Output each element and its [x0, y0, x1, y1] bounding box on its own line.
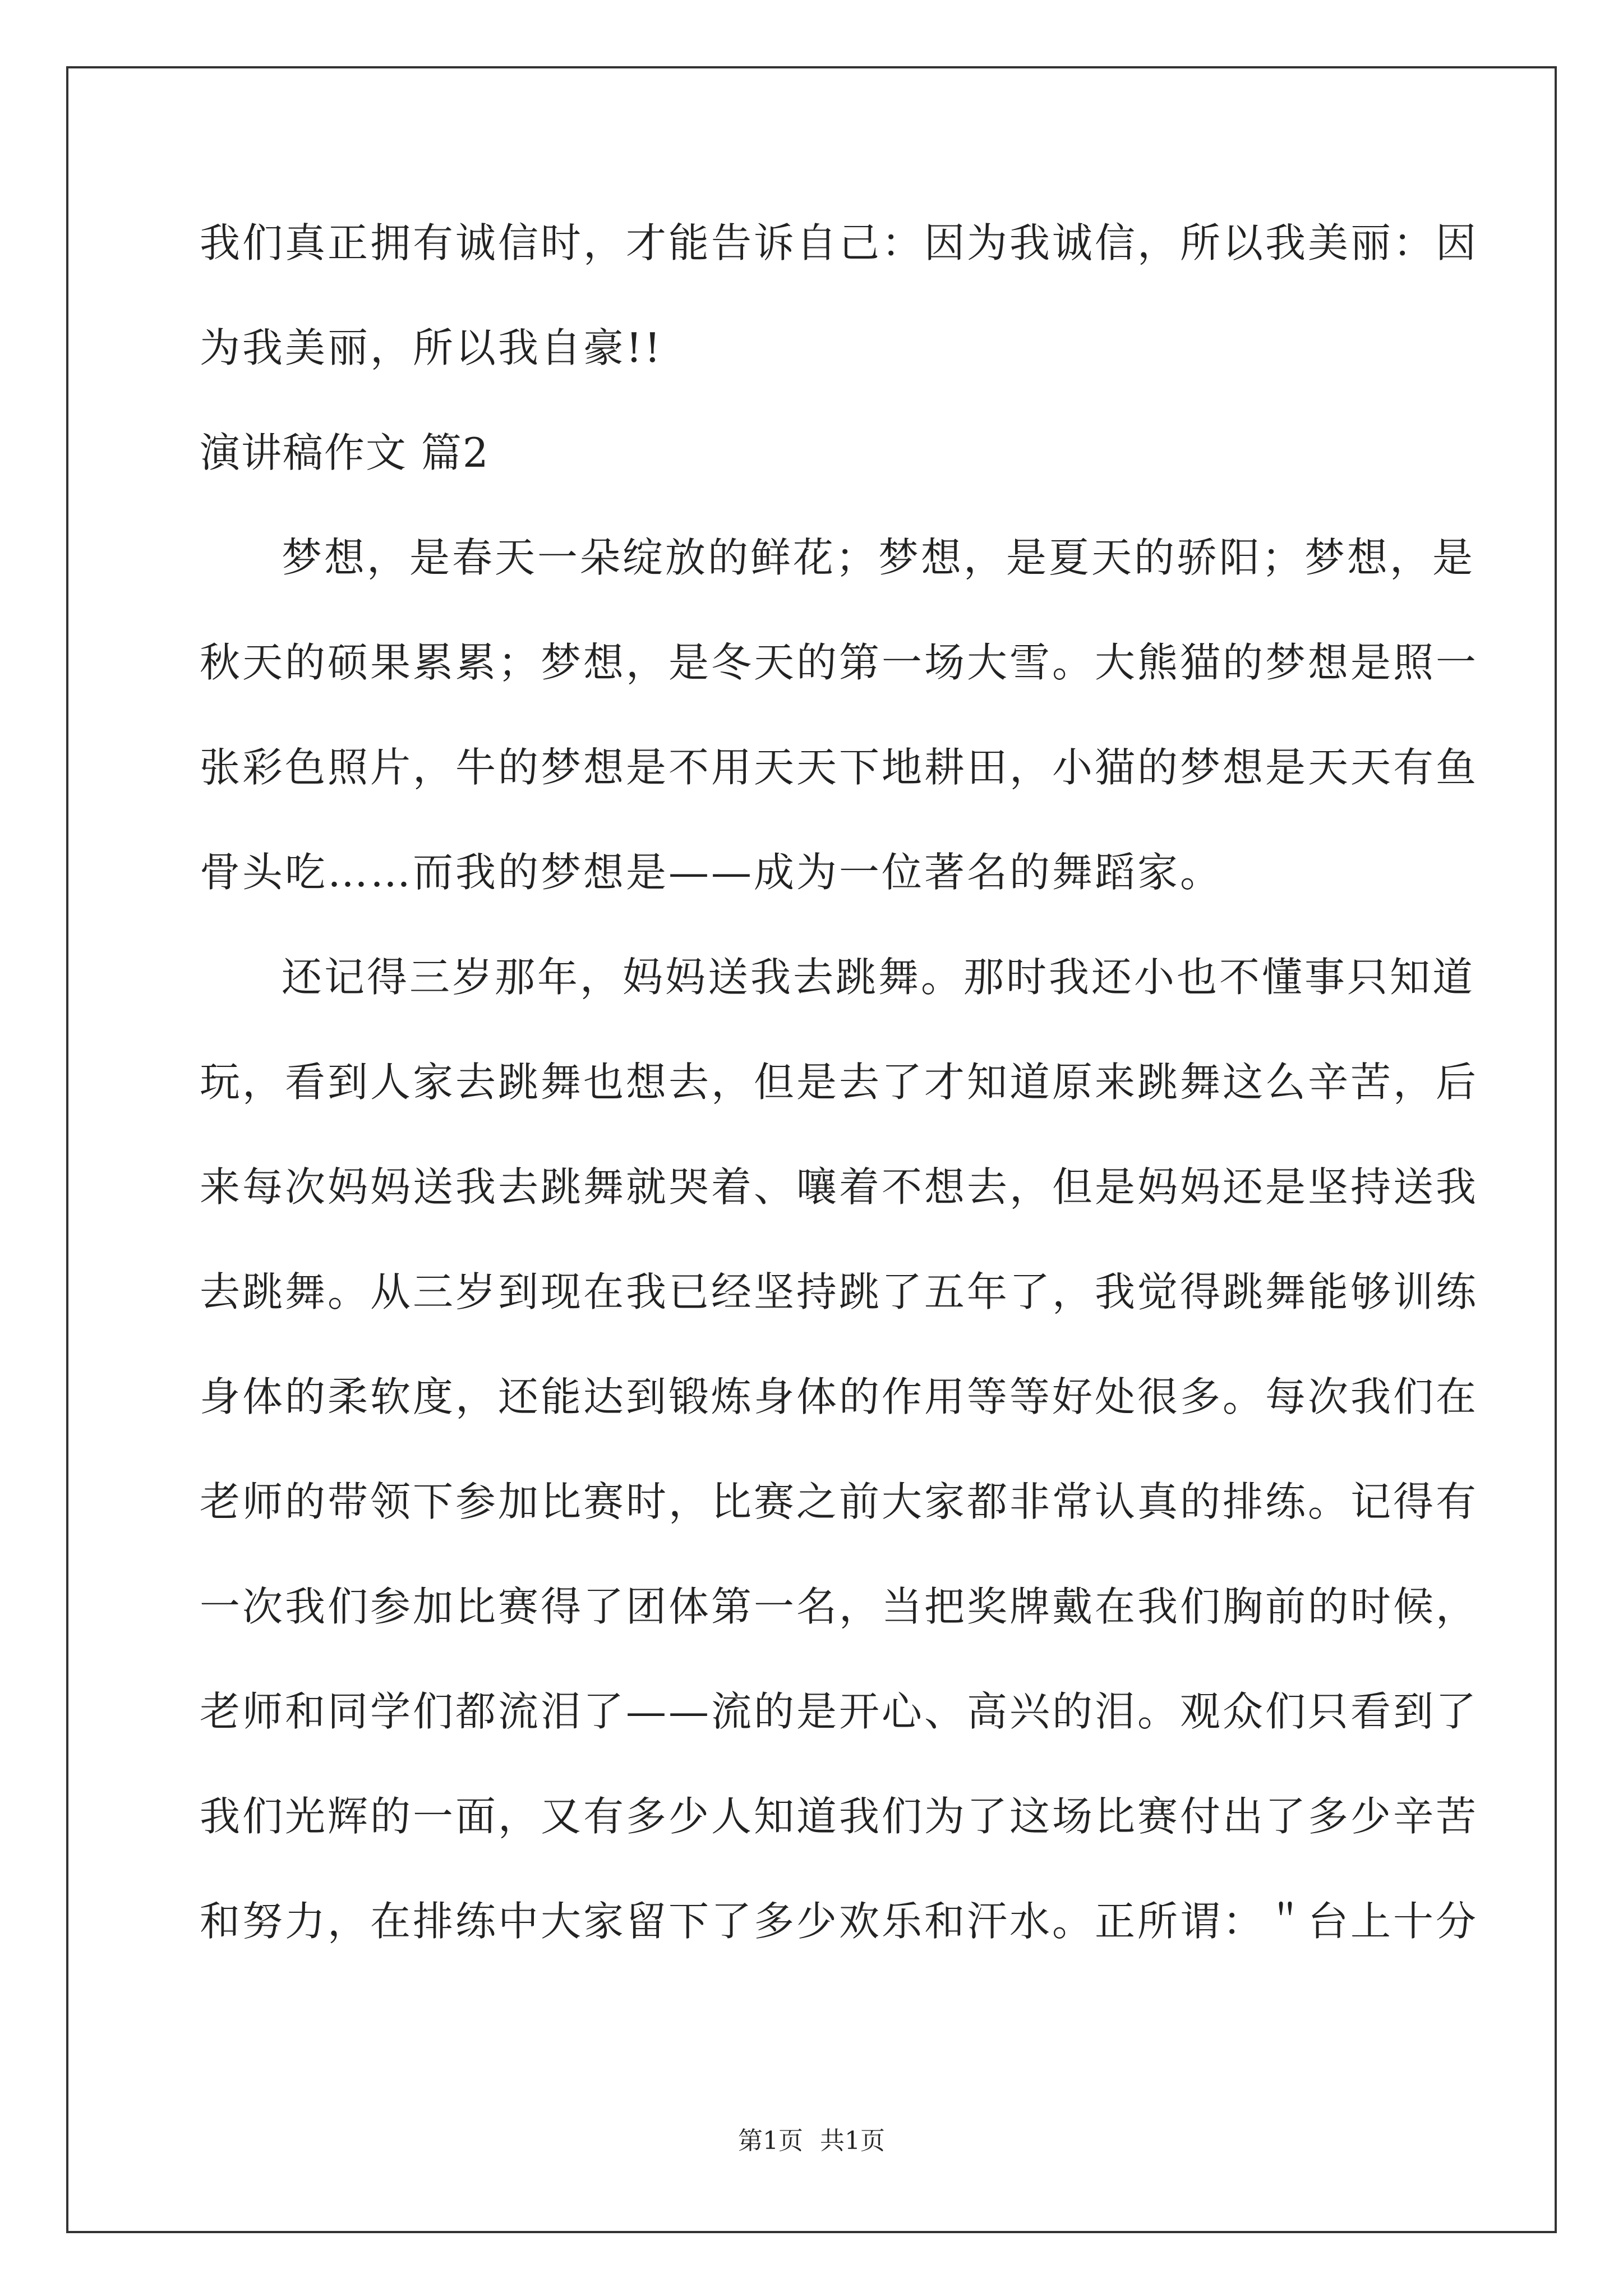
paragraph-line: 玩，看到人家去跳舞也想去，但是去了才知道原来跳舞这么辛苦，后 — [200, 1059, 1479, 1106]
paragraph-line: 秋天的硕果累累；梦想，是冬天的第一场大雪。大熊猫的梦想是照一 — [200, 639, 1479, 686]
paragraph-line: 和努力，在排练中大家留下了多少欢乐和汗水。正所谓：＂台上十分 — [200, 1898, 1479, 1945]
page-footer — [0, 2120, 1623, 2156]
paragraph-line: 为我美丽，所以我自豪!! — [200, 324, 663, 371]
paragraph-line: 我们光辉的一面，又有多少人知道我们为了这场比赛付出了多少辛苦 — [200, 1793, 1479, 1840]
paragraph-line: 老师和同学们都流泪了——流的是开心、高兴的泪。观众们只看到了 — [200, 1688, 1479, 1735]
page-number-current: 第1页 — [738, 2127, 803, 2155]
paragraph-line: 来每次妈妈送我去跳舞就哭着、嚷着不想去，但是妈妈还是坚持送我 — [200, 1163, 1479, 1211]
document-body — [200, 191, 1479, 1974]
section-heading: 演讲稿作文 篇2 — [200, 429, 490, 476]
paragraph-line: 去跳舞。从三岁到现在我已经坚持跳了五年了，我觉得跳舞能够训练 — [200, 1268, 1479, 1315]
page-number-total: 共1页 — [820, 2127, 885, 2155]
paragraph-line: 身体的柔软度，还能达到锻炼身体的作用等等好处很多。每次我们在 — [200, 1373, 1479, 1420]
paragraph-line: 我们真正拥有诚信时，才能告诉自己：因为我诚信，所以我美丽：因 — [200, 219, 1479, 266]
paragraph-line: 梦想，是春天一朵绽放的鲜花；梦想，是夏天的骄阳；梦想，是 — [282, 534, 1476, 581]
paragraph-line: 骨头吃……而我的梦想是——成为一位著名的舞蹈家。 — [200, 849, 1223, 896]
paragraph-line: 老师的带领下参加比赛时，比赛之前大家都非常认真的排练。记得有 — [200, 1478, 1479, 1525]
paragraph-line: 还记得三岁那年，妈妈送我去跳舞。那时我还小也不懂事只知道 — [282, 954, 1476, 1001]
paragraph-line: 张彩色照片，牛的梦想是不用天天下地耕田，小猫的梦想是天天有鱼 — [200, 744, 1479, 791]
paragraph-line: 一次我们参加比赛得了团体第一名，当把奖牌戴在我们胸前的时候， — [200, 1583, 1479, 1630]
